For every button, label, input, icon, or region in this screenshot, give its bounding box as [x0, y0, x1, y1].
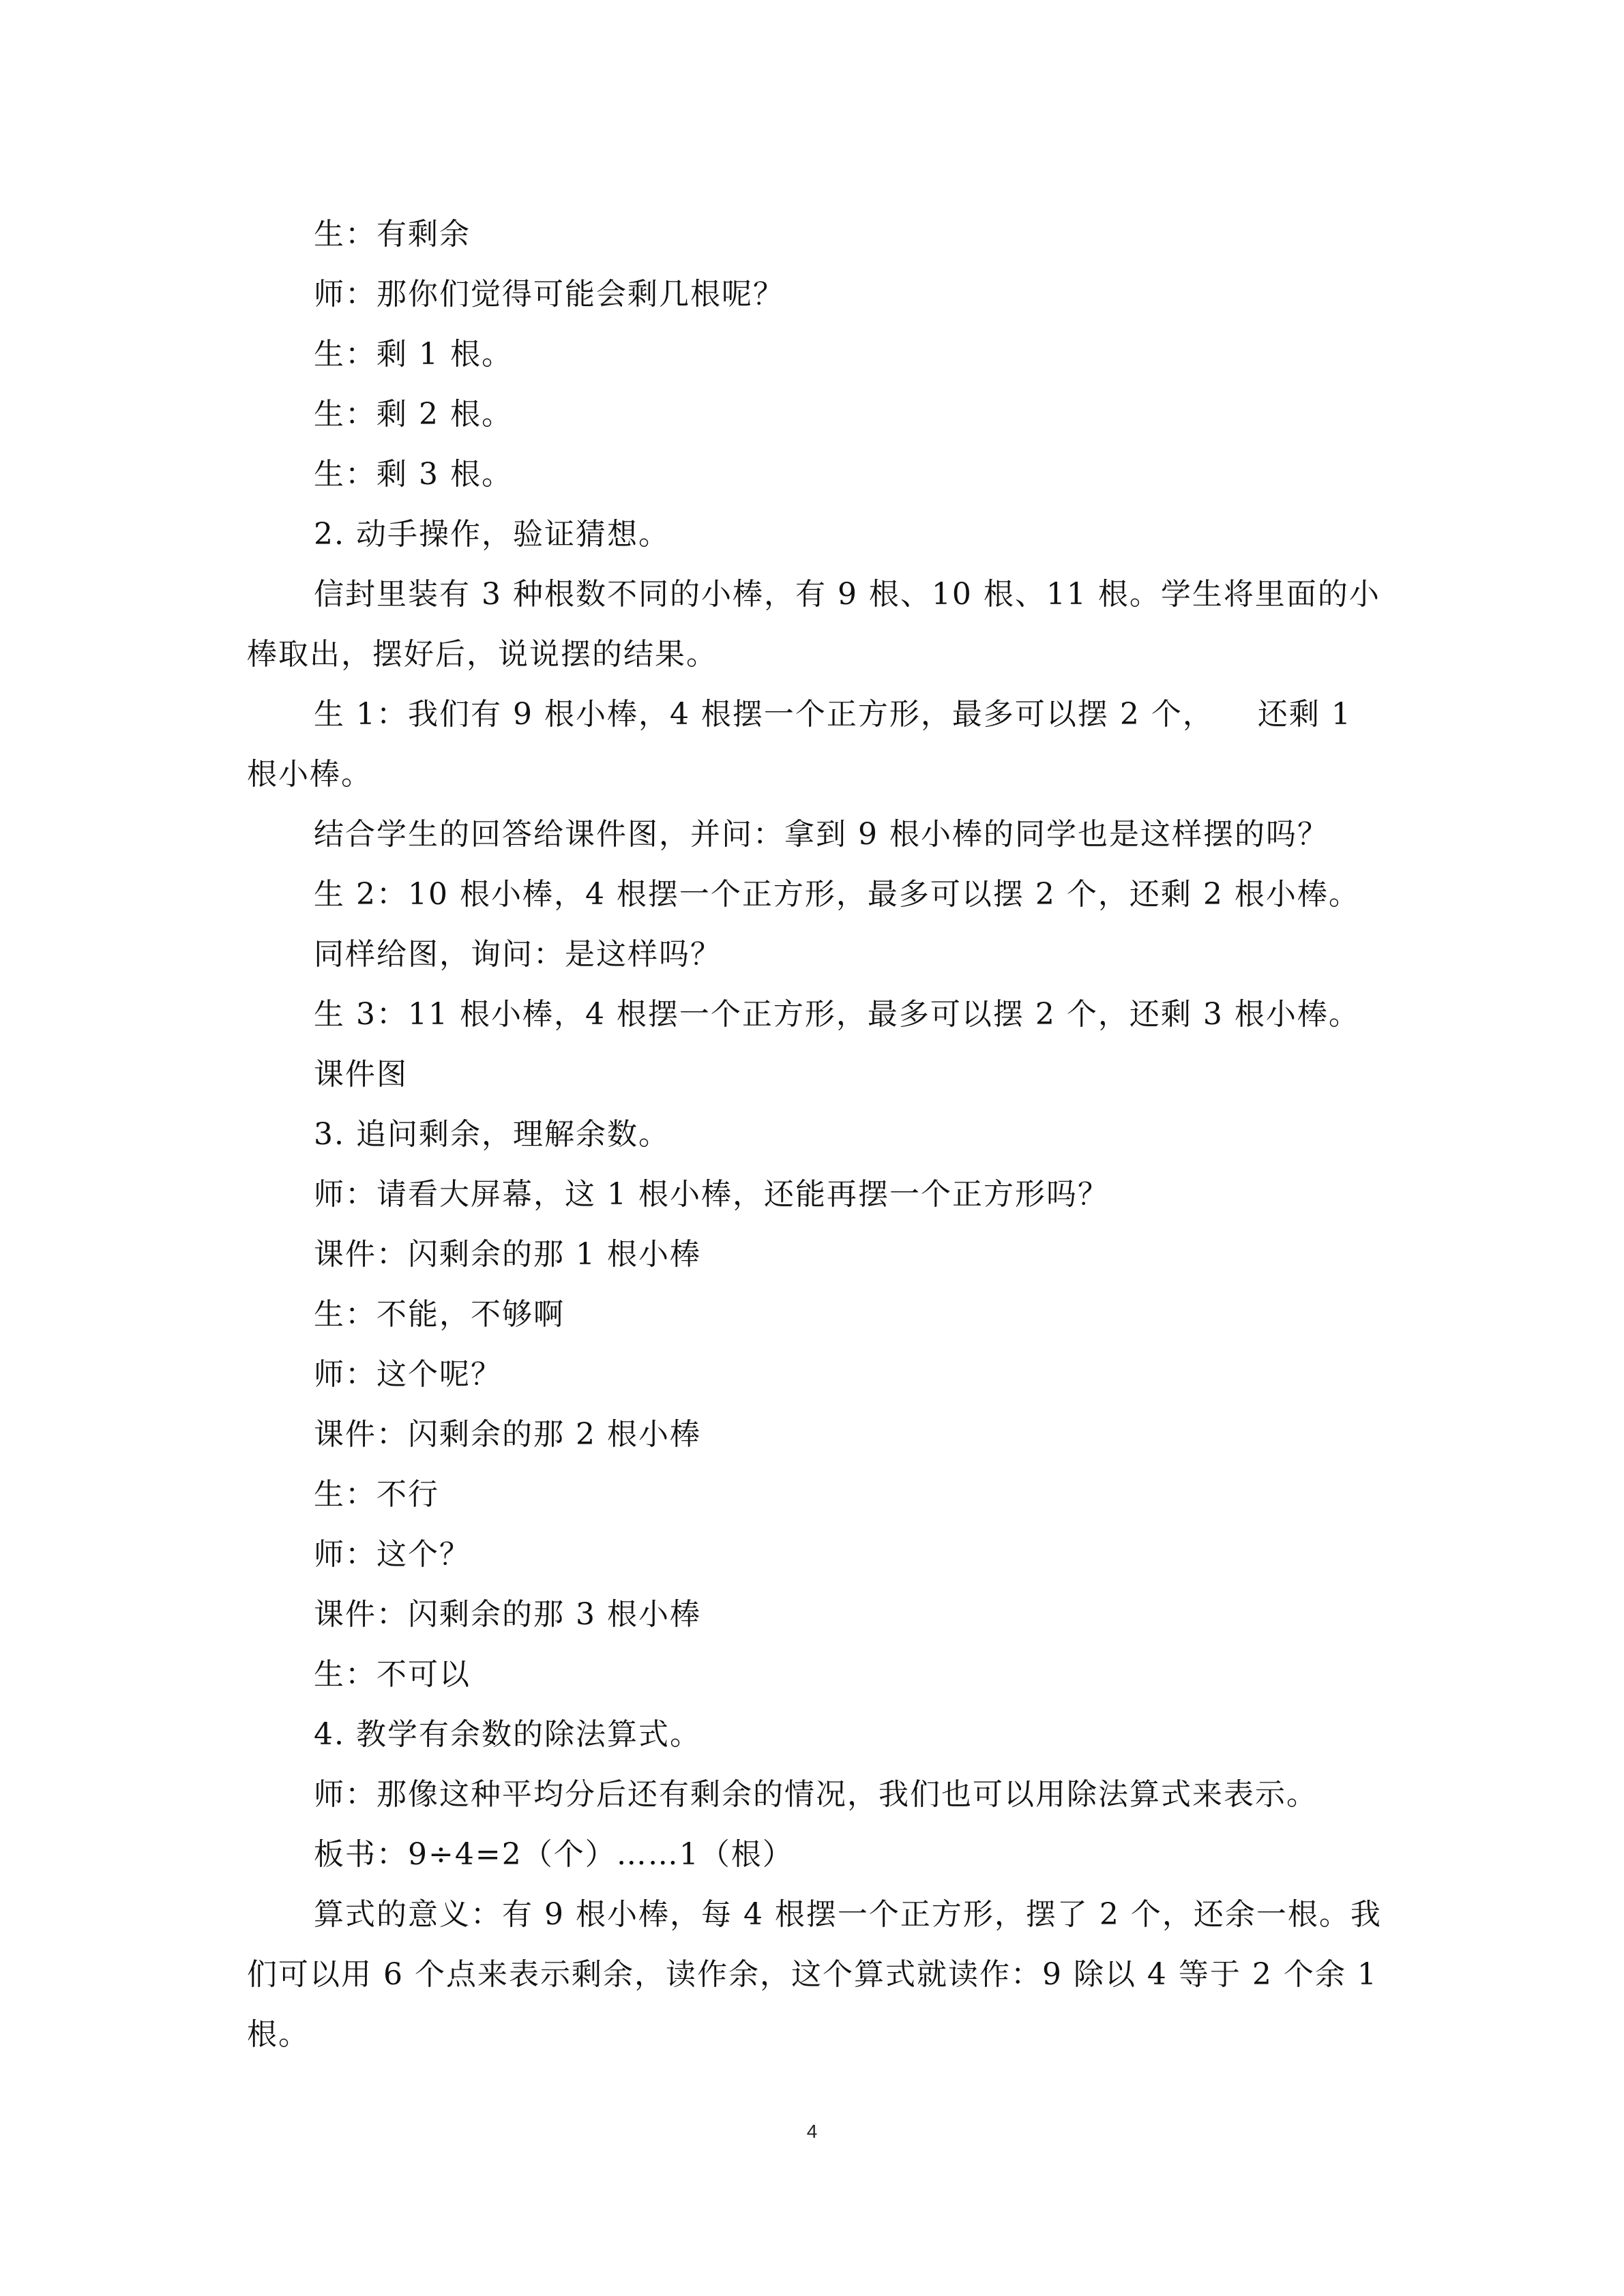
paragraph: 师：请看大屏幕，这 1 根小棒，还能再摆一个正方形吗？ [314, 1177, 1109, 1212]
paragraph: 生：剩 2 根。 [314, 397, 513, 432]
paragraph: 生：不可以 [314, 1657, 471, 1692]
paragraph: 师：这个？ [314, 1537, 471, 1572]
paragraph: 算式的意义：有 9 根小棒，每 4 根摆一个正方形，摆了 2 个，还余一根。我们可以用 6 个点来表示剩余，读作余，这个算式就读作：9 除以 4 等于 2 个余 1 根。 [247, 1897, 1389, 2052]
paragraph: 板书：9÷4=2（个）……1（根） [314, 1837, 794, 1872]
paragraph: 课件：闪剩余的那 2 根小棒 [314, 1417, 701, 1452]
paragraph: 课件：闪剩余的那 3 根小棒 [314, 1597, 701, 1632]
paragraph: 生：剩 1 根。 [314, 337, 513, 372]
paragraph: 同样给图，询问：是这样吗？ [314, 937, 722, 972]
document-body [247, 205, 1393, 2065]
paragraph: 生：不能，不够啊 [314, 1297, 565, 1332]
paragraph: 师：这个呢？ [314, 1357, 502, 1392]
paragraph: 生：剩 3 根。 [314, 457, 513, 492]
paragraph: 结合学生的回答给课件图，并问：拿到 9 根小棒的同学也是这样摆的吗？ [314, 817, 1329, 852]
paragraph: 师：那你们觉得可能会剩几根呢？ [314, 277, 784, 312]
paragraph: 生 1：我们有 9 根小棒，4 根摆一个正方形，最多可以摆 2 个， 还剩 1 根小棒。 [247, 697, 1363, 792]
page-number: 4 [806, 2121, 818, 2142]
paragraph: 生：有剩余 [314, 217, 471, 252]
paragraph: 信封里装有 3 种根数不同的小棒，有 9 根、10 根、11 根。学生将里面的小棒取出，摆好后，说说摆的结果。 [247, 577, 1381, 672]
paragraph: 生：不行 [314, 1477, 439, 1512]
paragraph: 课件图 [314, 1057, 408, 1092]
section-heading: 4. 教学有余数的除法算式。 [314, 1717, 701, 1752]
paragraph: 生 2：10 根小棒，4 根摆一个正方形，最多可以摆 2 个，还剩 2 根小棒。 [314, 877, 1360, 912]
paragraph: 生 3：11 根小棒，4 根摆一个正方形，最多可以摆 2 个，还剩 3 根小棒。 [314, 997, 1360, 1032]
section-heading: 2. 动手操作，验证猜想。 [314, 517, 670, 552]
paragraph: 师：那像这种平均分后还有剩余的情况，我们也可以用除法算式来表示。 [314, 1777, 1318, 1812]
section-heading: 3. 追问剩余，理解余数。 [314, 1117, 670, 1152]
paragraph: 课件：闪剩余的那 1 根小棒 [314, 1237, 701, 1272]
